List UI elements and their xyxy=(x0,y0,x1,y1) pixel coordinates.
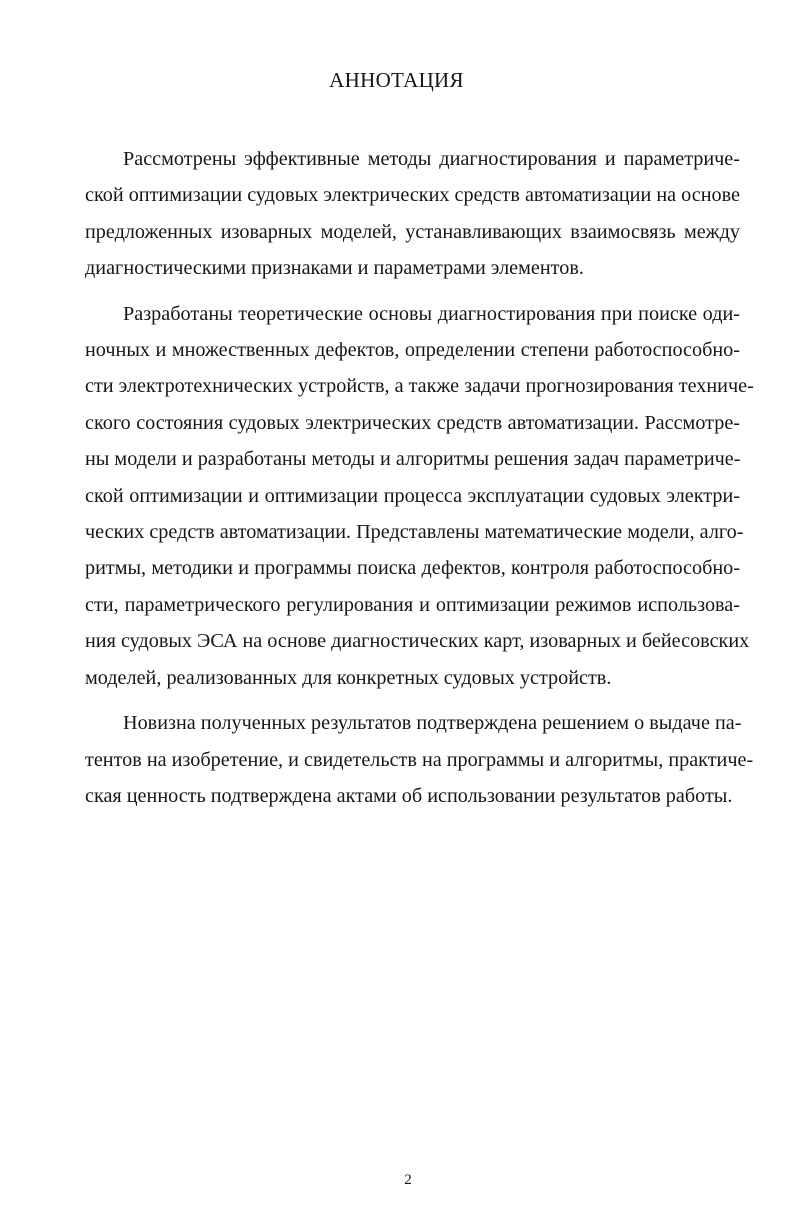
annotation-body xyxy=(85,141,754,823)
text-line: ритмы, методики и программы поиска дефектов, контроля работоспособно- xyxy=(85,557,740,580)
text-line: диагностическими признаками и параметрами элементов. xyxy=(85,257,584,280)
page-number: 2 xyxy=(404,1172,412,1188)
text-line: сти, параметрического регулирования и оптимизации режимов использова- xyxy=(85,593,740,616)
paragraph-1 xyxy=(85,141,740,287)
text-line: ской оптимизации судовых электрических средств автоматизации на основе xyxy=(85,184,740,207)
text-line: сти электротехнических устройств, а также задачи прогнозирования техниче- xyxy=(85,375,754,398)
text-line: ская ценность подтверждена актами об использовании результатов работы. xyxy=(85,784,733,807)
text-line: Новизна полученных результатов подтверждена решением о выдаче па- xyxy=(123,712,742,735)
paragraph-2 xyxy=(85,296,754,696)
annotation-title: АННОТАЦИЯ xyxy=(329,68,464,92)
text-line: предложенных изоварных моделей, устанавливающих взаимосвязь между xyxy=(85,220,740,243)
text-line: ны модели и разработаны методы и алгоритмы решения задач параметриче- xyxy=(85,448,741,471)
text-line: тентов на изобретение, и свидетельств на программы и алгоритмы, практиче- xyxy=(85,748,754,771)
text-line: ского состояния судовых электрических средств автоматизации. Рассмотре- xyxy=(85,411,740,434)
text-line: Разработаны теоретические основы диагностирования при поиске оди- xyxy=(123,302,740,325)
text-line: ночных и множественных дефектов, определении степени работоспособно- xyxy=(85,339,740,362)
text-line: Рассмотрены эффективные методы диагностирования и параметриче- xyxy=(123,148,740,170)
text-line: ческих средств автоматизации. Представлены математические модели, алго- xyxy=(85,521,744,544)
text-line: ния судовых ЭСА на основе диагностических карт, изоварных и бейесовских xyxy=(85,630,750,653)
text-line: ской оптимизации и оптимизации процесса эксплуатации судовых электри- xyxy=(85,484,740,507)
text-line: моделей, реализованных для конкретных судовых устройств. xyxy=(85,666,612,689)
paragraph-3 xyxy=(85,705,754,814)
